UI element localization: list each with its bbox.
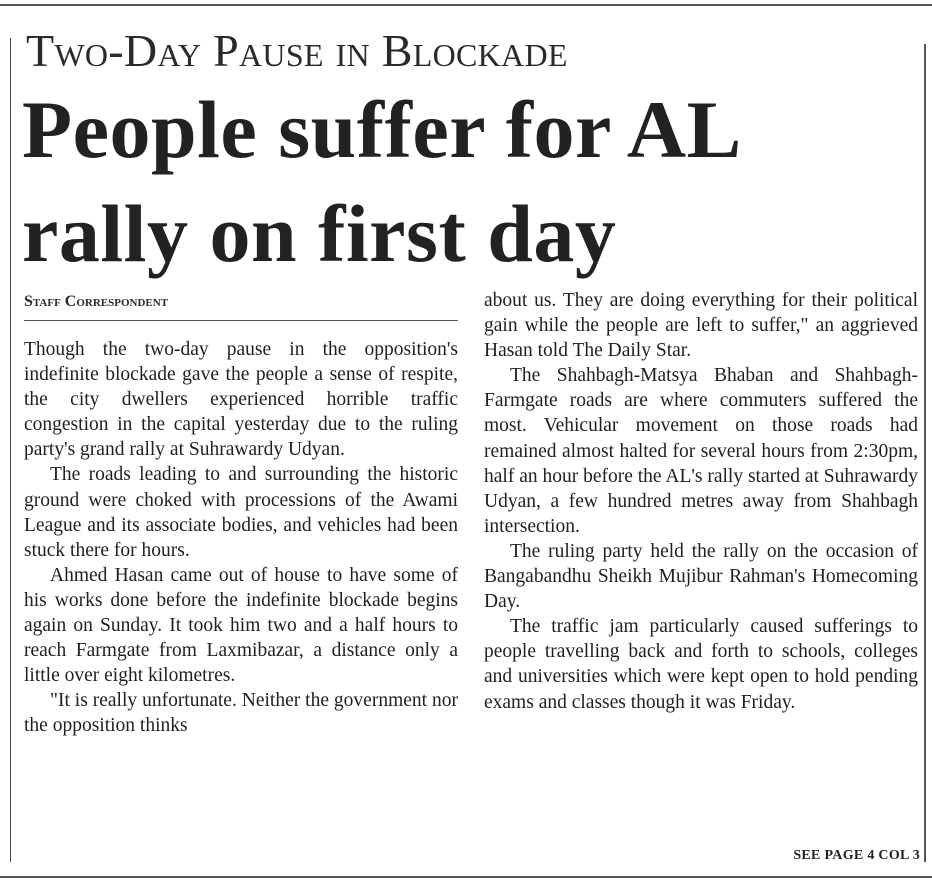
paragraph: The Shahbagh-Matsya Bhaban and Shahbagh-Farmgate roads are where commuters suffered the most. Vehicular movement on those roads had remained almost halted for several hours from 2:30pm, half an hour before the AL's rally started at Suhrawardy Udyan, a few hundred metres away from Shahbagh intersection. <box>484 365 918 537</box>
article-column-left <box>24 337 458 739</box>
article-column-right <box>484 288 918 715</box>
top-rule <box>0 4 932 6</box>
paragraph: Though the two-day pause in the opposition's indefinite blockade gave the people a sense of respite, the city dwellers experienced horrible traffic congestion in the capital yesterday due to the ruling party's grand rally at Suhrawardy Udyan. <box>24 339 458 461</box>
bottom-rule <box>0 876 932 878</box>
main-headline: People suffer for AL rally on first day <box>22 84 738 279</box>
byline-rule <box>24 320 458 321</box>
kicker-headline: Two-Day Pause in Blockade <box>26 25 568 76</box>
paragraph: about us. They are doing everything for their political gain while the people are left to suffer," an aggrieved Hasan told The Daily Star. <box>484 290 918 362</box>
paragraph: The traffic jam particularly caused sufferings to people travelling back and forth to schools, colleges and universities which were kept open to hold pending exams and classes though it was Friday. <box>484 616 918 713</box>
byline: Staff Correspondent <box>24 293 169 310</box>
paragraph: Ahmed Hasan came out of house to have some of his works done before the indefinite blockade begins again on Sunday. It took him two and a half hours to reach Farmgate from Laxmibazar, a distance only a little over eight kilometres. <box>24 564 458 687</box>
paragraph: "It is really unfortunate. Neither the government nor the opposition thinks <box>24 690 458 737</box>
paragraph: The roads leading to and surrounding the historic ground were choked with processions of the Awami League and its associate bodies, and vehicles had been stuck there for hours. <box>24 464 458 561</box>
continued-jump-line: SEE PAGE 4 COL 3 <box>793 848 920 863</box>
paragraph: The ruling party held the rally on the occasion of Bangabandhu Sheikh Mujibur Rahman's Homecoming Day. <box>484 540 918 613</box>
left-border-line <box>10 38 11 862</box>
right-border-line <box>924 44 926 862</box>
